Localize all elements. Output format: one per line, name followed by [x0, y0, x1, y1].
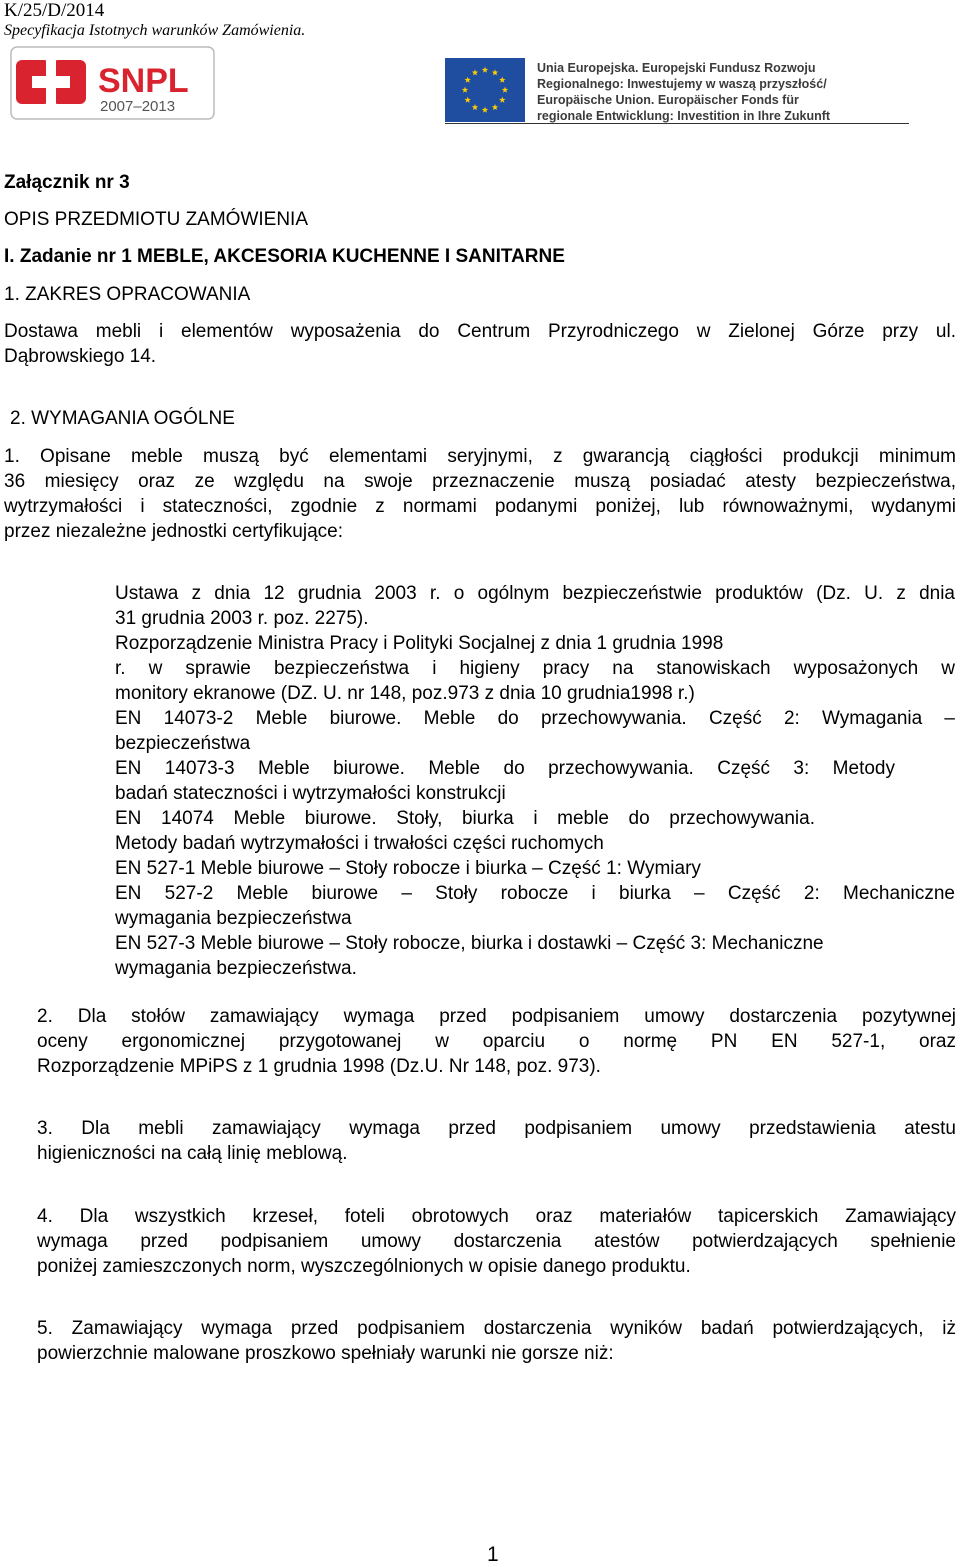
norm-line: Ustawa z dnia 12 grudnia 2003 r. o ogólnym bezpieczeństwie produktów (Dz. U. z dnia	[115, 583, 955, 604]
snpl-logo-text: SNPL	[98, 62, 189, 100]
text-line: 3. Dla mebli zamawiający wymaga przed podpisaniem umowy przedstawienia atestu	[37, 1118, 956, 1139]
text-line: poniżej zamieszczonych norm, wyszczególnionych w opisie danego produktu.	[37, 1256, 691, 1277]
norm-line: monitory ekranowe (DZ. U. nr 148, poz.973 z dnia 10 grudnia1998 r.)	[115, 683, 695, 704]
document-title: OPIS PRZEDMIOTU ZAMÓWIENIA	[4, 209, 309, 230]
eu-line: Europäische Union. Europäischer Fonds für	[537, 93, 799, 107]
eu-funding-text	[537, 60, 917, 124]
annex-title: Załącznik nr 3	[4, 172, 130, 193]
text-line: 5. Zamawiający wymaga przed podpisaniem dostarczenia wyników badań potwierdzających, iż	[37, 1318, 956, 1339]
snpl-symbol-icon	[16, 56, 86, 108]
header-divider	[445, 123, 909, 124]
text-line: 4. Dla wszystkich krzeseł, foteli obrotowych oraz materiałów tapicerskich Zamawiający	[37, 1206, 956, 1227]
norm-line: wymagania bezpieczeństwa.	[115, 958, 357, 979]
eu-line: regionale Entwicklung: Investition in Ihre Zukunft	[537, 109, 831, 123]
eu-flag-icon	[445, 58, 525, 122]
document-reference: K/25/D/2014	[4, 0, 105, 21]
document-subtitle: Specyfikacja Istotnych warunków Zamówienia.	[4, 22, 306, 39]
page-number: 1	[487, 1543, 499, 1566]
snpl-logo-years: 2007–2013	[100, 98, 176, 115]
norm-line: EN 14073-2 Meble biurowe. Meble do przechowywania. Część 2: Wymagania –	[115, 708, 955, 729]
norm-line: 31 grudnia 2003 r. poz. 2275).	[115, 608, 369, 629]
paragraph-3	[37, 1116, 956, 1166]
text-line: oceny ergonomicznej przygotowanej w oparciu o normę PN EN 527-1, oraz	[37, 1031, 956, 1052]
text-line: przez niezależne jednostki certyfikujące:	[4, 521, 344, 542]
text-line: Dąbrowskiego 14.	[4, 346, 157, 367]
snpl-logo	[10, 46, 215, 120]
norm-line: Metody badań wytrzymałości i trwałości części ruchomych	[115, 833, 604, 854]
text-line: Dostawa mebli i elementów wyposażenia do Centrum Przyrodniczego w Zielonej Górze przy ul.	[4, 321, 956, 342]
text-line: Rozporządzenie MPiPS z 1 grudnia 1998 (Dz.U. Nr 148, poz. 973).	[37, 1056, 601, 1077]
requirements-heading: 2. WYMAGANIA OGÓLNE	[10, 408, 235, 429]
text-line: 36 miesięcy oraz ze względu na swoje przeznaczenie muszą posiadać atesty bezpieczeństwa,	[4, 471, 956, 492]
paragraph-2	[37, 1004, 956, 1079]
norm-line: EN 14073-3 Meble biurowe. Meble do przechowywania. Część 3: Metody	[115, 758, 895, 779]
norm-line: Rozporządzenie Ministra Pracy i Polityki Socjalnej z dnia 1 grudnia 1998	[115, 633, 724, 654]
paragraph-5	[37, 1316, 956, 1366]
paragraph-4	[37, 1204, 956, 1279]
text-line: higieniczności na całą linię meblową.	[37, 1143, 348, 1164]
norm-line: wymagania bezpieczeństwa	[115, 908, 352, 929]
eu-line: Unia Europejska. Europejski Fundusz Rozwoju	[537, 61, 816, 75]
text-line: wytrzymałości i stateczności, zgodnie z normami podanymi poniżej, lub równoważnymi, wydanymi	[4, 496, 956, 517]
paragraph-1	[4, 444, 956, 544]
norms-list	[115, 581, 955, 981]
norm-line: EN 527-1 Meble biurowe – Stoły robocze i biurka – Część 1: Wymiary	[115, 858, 701, 879]
norm-line: EN 14074 Meble biurowe. Stoły, biurka i meble do przechowywania.	[115, 808, 815, 829]
task-heading: I. Zadanie nr 1 MEBLE, AKCESORIA KUCHENNE I SANITARNE	[4, 246, 565, 267]
norm-line: bezpieczeństwa	[115, 733, 251, 754]
text-line: powierzchnie malowane proszkowo spełniały warunki nie gorsze niż:	[37, 1343, 614, 1364]
text-line: wymaga przed podpisaniem umowy dostarczenia atestów potwierdzających spełnienie	[37, 1231, 956, 1252]
eu-line: Regionalnego: Inwestujemy w waszą przyszłość/	[537, 77, 827, 91]
norm-line: EN 527-2 Meble biurowe – Stoły robocze i biurka – Część 2: Mechaniczne	[115, 883, 955, 904]
text-line: 2. Dla stołów zamawiający wymaga przed podpisaniem umowy dostarczenia pozytywnej	[37, 1006, 956, 1027]
text-line: 1. Opisane meble muszą być elementami seryjnymi, z gwarancją ciągłości produkcji minimum	[4, 446, 956, 467]
scope-heading: 1. ZAKRES OPRACOWANIA	[4, 284, 251, 305]
norm-line: EN 527-3 Meble biurowe – Stoły robocze, biurka i dostawki – Część 3: Mechaniczne	[115, 933, 824, 954]
scope-paragraph	[4, 319, 956, 369]
norm-line: r. w sprawie bezpieczeństwa i higieny pracy na stanowiskach wyposażonych w	[115, 658, 955, 679]
norm-line: badań stateczności i wytrzymałości konstrukcji	[115, 783, 506, 804]
